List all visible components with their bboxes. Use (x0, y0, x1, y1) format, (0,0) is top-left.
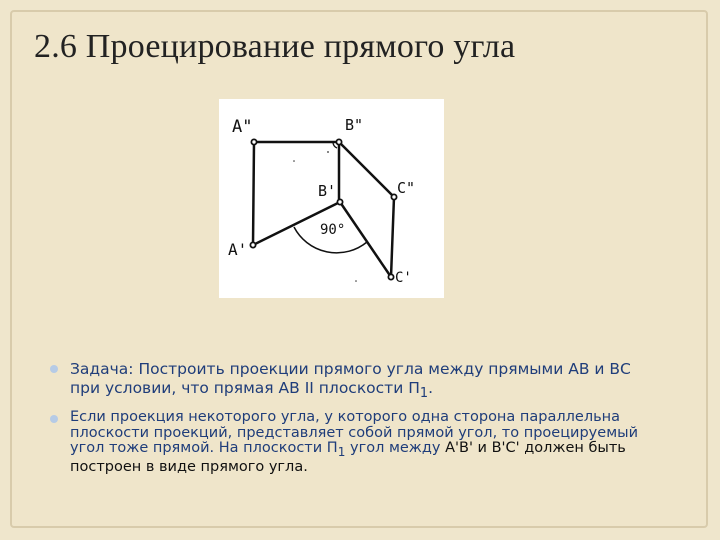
bullet-item-task (50, 360, 670, 403)
projection-diagram (219, 99, 444, 298)
bullet-item-theorem (50, 410, 670, 476)
bullet-text-line (70, 441, 670, 460)
projection-drawing (219, 99, 444, 298)
slide-title: 2.6 Проецирование прямого угла (34, 28, 516, 65)
point-b2 (336, 139, 341, 144)
subscript: 1 (419, 386, 429, 402)
point-b1 (337, 199, 342, 204)
speck (327, 151, 329, 153)
label-b1: B' (318, 182, 337, 200)
point-a1 (250, 242, 255, 247)
bullet-text-line (70, 379, 670, 403)
speck (293, 160, 295, 162)
label-c2: C" (397, 179, 416, 197)
text-fragment: при условии, что прямая АВ (70, 379, 305, 397)
bullet-text-line: Если проекция некоторого угла, у которого одна сторона параллельна (70, 409, 621, 426)
line-b1-c1 (340, 202, 391, 277)
point-c1 (388, 274, 393, 279)
text-fragment: A'B' и B'C' должен быть (445, 440, 626, 457)
bullet-text-line: построен в виде прямого угла. (70, 459, 308, 476)
bullet-list (50, 360, 670, 476)
bullet-marker (50, 415, 58, 423)
text-fragment: угол тоже прямой. На плоскости П (70, 440, 338, 457)
link-line-a (253, 142, 254, 245)
line-b2-c2 (339, 142, 394, 197)
subscript: 1 (337, 444, 346, 459)
link-line-c (391, 197, 394, 277)
point-a2 (251, 139, 256, 144)
text-fragment: . (428, 379, 434, 397)
bullet-text-line: Задача: Построить проекции прямого угла между прямыми АВ и ВС (70, 360, 631, 378)
point-c2 (391, 194, 396, 199)
bullet-text-line: плоскости проекций, представляет собой прямой угол, то проецируемый (70, 424, 638, 441)
label-a1: A' (228, 240, 248, 259)
speck (355, 280, 357, 282)
text-fragment: угол между (345, 440, 446, 457)
bullet-marker (50, 365, 58, 373)
label-c1: C' (395, 270, 412, 286)
angle-label: 90° (320, 222, 346, 238)
label-b2: B" (345, 116, 364, 134)
text-fragment: II плоскости П (304, 379, 420, 397)
label-a2: A" (232, 117, 253, 137)
